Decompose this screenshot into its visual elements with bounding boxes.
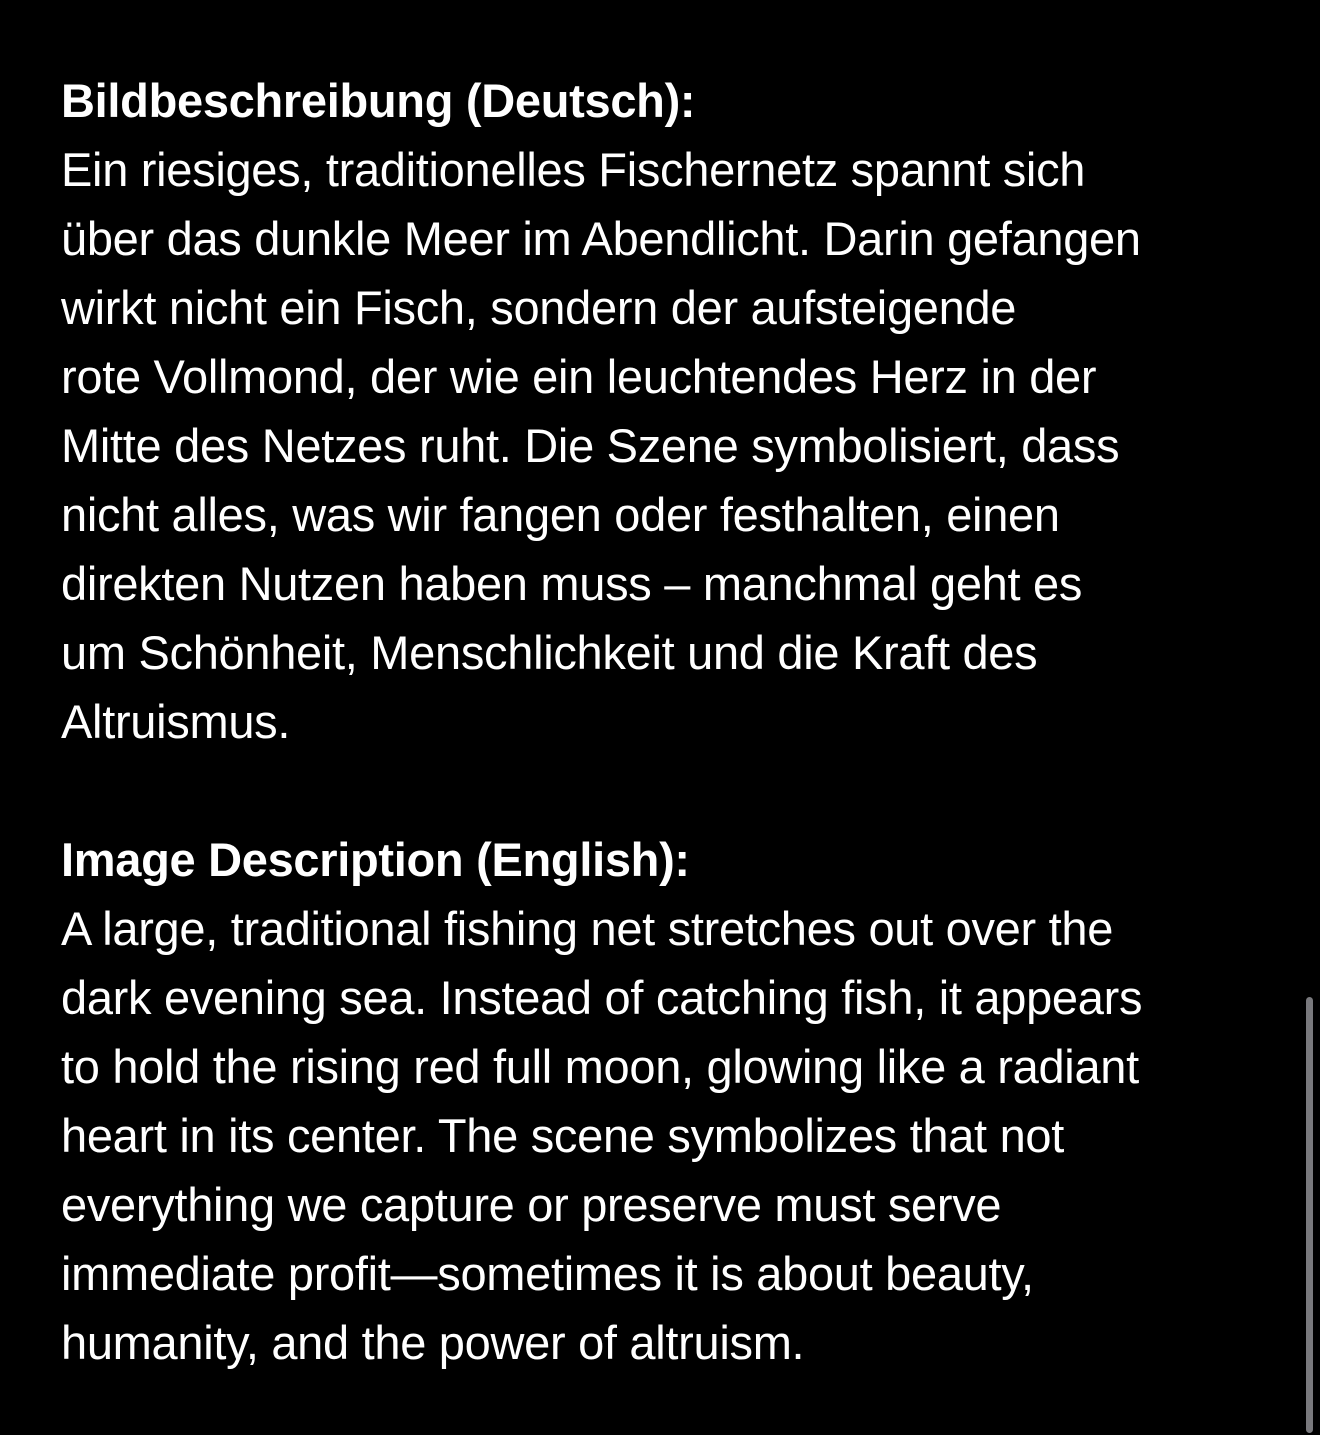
section-spacer <box>61 756 1276 825</box>
german-line: Ein riesiges, traditionelles Fischernetz spannt sich <box>61 143 1086 196</box>
english-heading: Image Description (English): <box>61 833 690 886</box>
vertical-scrollbar[interactable] <box>1306 997 1313 1433</box>
german-section <box>61 66 1276 756</box>
german-line: Altruismus. <box>61 695 291 748</box>
german-heading: Bildbeschreibung (Deutsch): <box>61 74 696 127</box>
english-line: A large, traditional fishing net stretches out over the <box>61 902 1114 955</box>
english-line: immediate profit—sometimes it is about beauty, <box>61 1247 1034 1300</box>
english-section <box>61 825 1276 1377</box>
english-line: humanity, and the power of altruism. <box>61 1316 805 1369</box>
english-line: dark evening sea. Instead of catching fish, it appears <box>61 971 1143 1024</box>
german-line: direkten Nutzen haben muss – manchmal geht es <box>61 557 1083 610</box>
german-line: rote Vollmond, der wie ein leuchtendes Herz in der <box>61 350 1097 403</box>
english-line: heart in its center. The scene symbolizes that not <box>61 1109 1065 1162</box>
english-line: to hold the rising red full moon, glowing like a radiant <box>61 1040 1139 1093</box>
text-content <box>61 66 1276 1377</box>
german-line: nicht alles, was wir fangen oder festhalten, einen <box>61 488 1060 541</box>
german-line: Mitte des Netzes ruht. Die Szene symbolisiert, dass <box>61 419 1120 472</box>
german-line: um Schönheit, Menschlichkeit und die Kraft des <box>61 626 1038 679</box>
german-line: wirkt nicht ein Fisch, sondern der aufsteigende <box>61 281 1017 334</box>
english-line: everything we capture or preserve must serve <box>61 1178 1002 1231</box>
german-line: über das dunkle Meer im Abendlicht. Darin gefangen <box>61 212 1141 265</box>
